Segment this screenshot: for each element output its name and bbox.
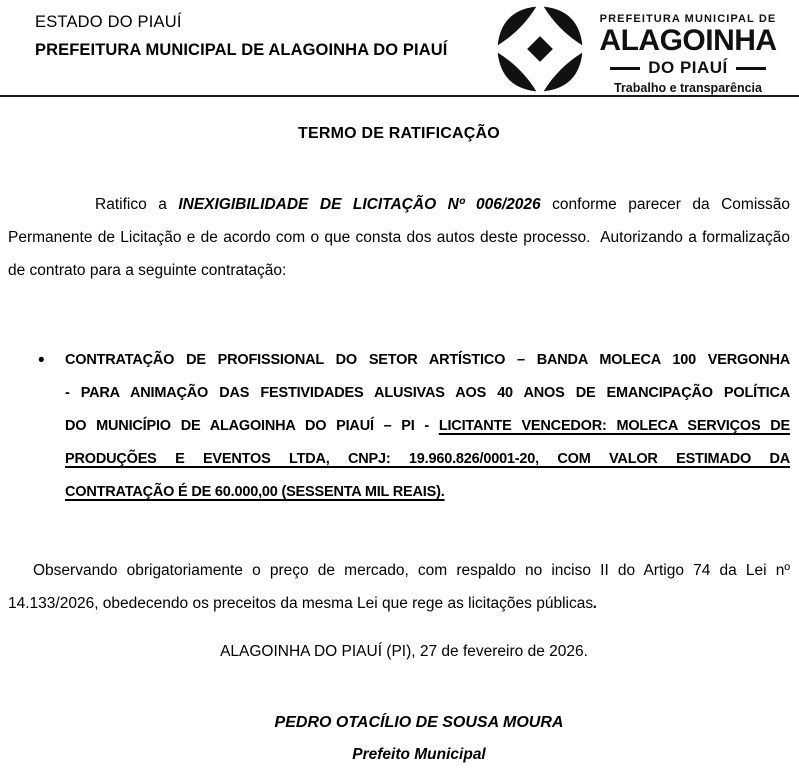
document-title: TERMO DE RATIFICAÇÃO [298, 125, 500, 142]
logo-subtitle-row [582, 58, 794, 78]
bullet-l3-underlined: LICITANTE VENCEDOR: MOLECA SERVIÇOS DE [438, 418, 790, 434]
signature-block [8, 707, 790, 771]
ratification-paragraph [8, 188, 790, 287]
letterhead-text-block [35, 13, 447, 60]
state-name: ESTADO DO PIAUÍ [35, 13, 182, 31]
p3-l2-text: 14.133/2026, obedecendo os preceitos da mesma Lei que rege as licitações públicas [8, 595, 594, 612]
bullet-line5 [65, 476, 790, 509]
paragraph3-line1: Observando obrigatoriamente o preço de mercado, com respaldo no inciso II do Artigo 74 da Lei nº [33, 562, 790, 579]
logo-city-name: ALAGOINHA [599, 24, 777, 57]
legal-basis-paragraph [8, 554, 790, 620]
paragraph1-line2: Permanente de Licitação e de acordo com o que consta dos autos deste processo. Autorizando a formalização [8, 229, 790, 246]
contract-item-list [8, 344, 790, 509]
paragraph1-line3: de contrato para a seguinte contratação: [8, 262, 287, 279]
letterhead [0, 0, 799, 97]
signatory-name: PEDRO OTACÍLIO DE SOUSA MOURA [274, 714, 564, 731]
paragraph3-line2 [8, 587, 790, 620]
bullet-line3 [65, 410, 790, 443]
place-and-date-line: ALAGOINHA DO PIAUÍ (PI), 27 de fevereiro de 2026. [220, 643, 588, 660]
logo-right-rule [736, 67, 766, 70]
paragraph1-line1 [8, 188, 790, 221]
logo-wordmark [582, 13, 794, 95]
contract-item-text [65, 344, 790, 509]
bullet-l5-underlined: CONTRATAÇÃO É DE 60.000,00 (SESSENTA MIL REAIS). [65, 484, 445, 500]
bullet-l3-pre: DO MUNICÍPIO DE ALAGOINHA DO PIAUÍ – PI - [65, 418, 439, 434]
logo-state-name: DO PIAUÍ [648, 58, 728, 77]
logo-left-rule [610, 67, 640, 70]
bullet-line1: CONTRATAÇÃO DE PROFISSIONAL DO SETOR ARTÍSTICO – BANDA MOLECA 100 VERGONHA [65, 352, 790, 368]
municipality-name: PREFEITURA MUNICIPAL DE ALAGOINHA DO PIAUÍ [35, 41, 448, 59]
logo-tagline: Trabalho e transparência [614, 81, 762, 95]
bullet-l4-underlined: PRODUÇÕES E EVENTOS LTDA, CNPJ: 19.960.826/0001-20, COM VALOR ESTIMADO DA [65, 451, 790, 467]
signatory-role: Prefeito Municipal [352, 746, 486, 763]
p1-l1-post: conforme parecer da Comissão [540, 196, 791, 213]
bullet-line2: - PARA ANIMAÇÃO DAS FESTIVIDADES ALUSIVAS AOS 40 ANOS DE EMANCIPAÇÃO POLÍTICA [65, 385, 790, 401]
logo-line-top: PREFEITURA MUNICIPAL DE [599, 13, 777, 25]
p1-l1-emphasis: INEXIGIBILIDADE DE LICITAÇÃO Nº 006/2026 [178, 196, 541, 213]
document-body [0, 125, 799, 771]
p3-l2-final-period: . [593, 595, 598, 612]
p1-l1-pre: Ratifico a [95, 196, 179, 213]
contract-item [8, 344, 790, 509]
bullet-marker-icon: • [38, 350, 45, 371]
bullet-line4 [65, 443, 790, 476]
municipal-emblem-icon [494, 3, 586, 95]
